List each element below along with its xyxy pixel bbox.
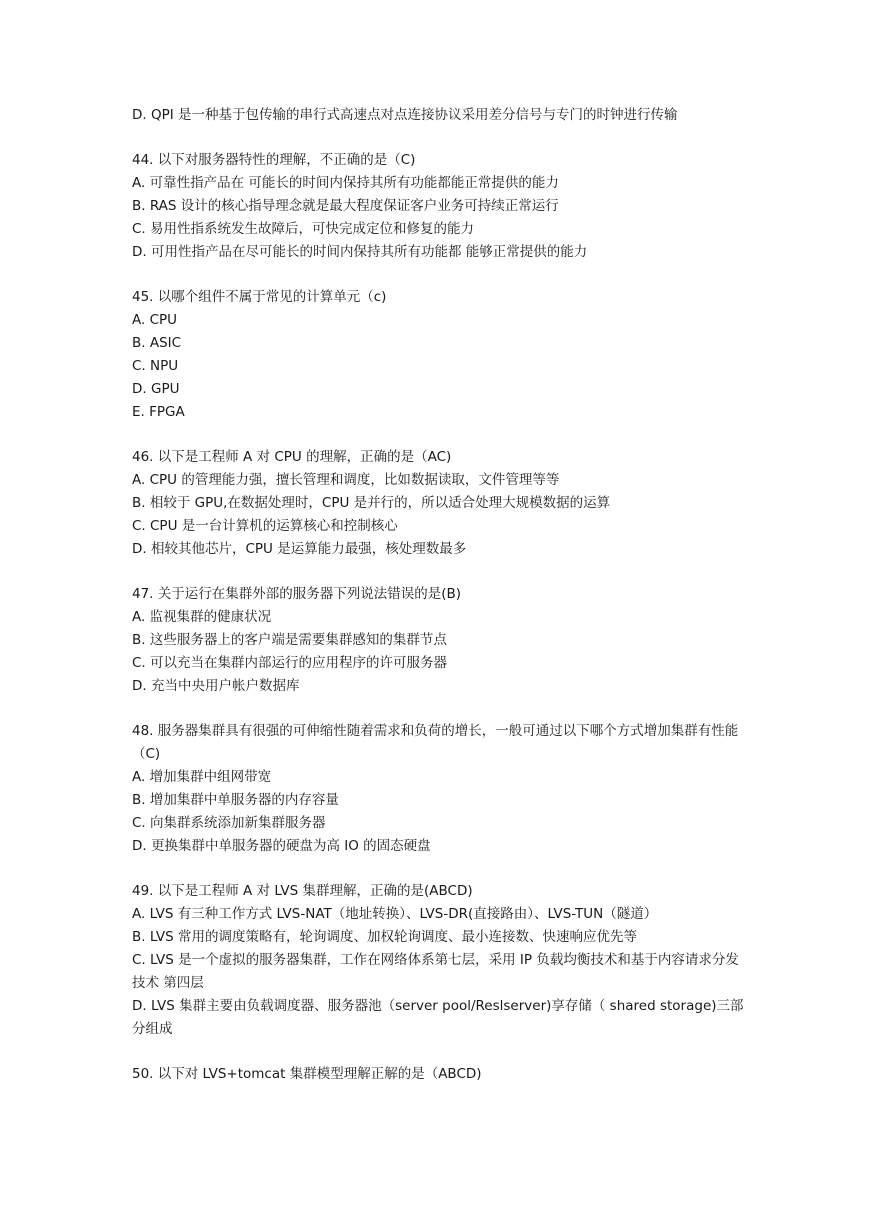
option-c: C. 可以充当在集群内部运行的应用程序的许可服务器: [132, 655, 448, 671]
option-b: B. LVS 常用的调度策略有，轮询调度、加权轮询调度、最小连接数、快速响应优先等: [132, 929, 637, 945]
question-title: 50. 以下对 LVS+tomcat 集群模型理解正解的是（ABCD): [132, 1066, 482, 1082]
question-title: 47. 关于运行在集群外部的服务器下列说法错误的是(B): [132, 586, 462, 602]
option-d: D. 相较其他芯片，CPU 是运算能力最强，核处理数最多: [132, 541, 467, 557]
option-b: B. RAS 设计的核心指导理念就是最大程度保证客户业务可持续正常运行: [132, 198, 559, 214]
question-49: [132, 880, 742, 1041]
document-page: [132, 104, 742, 1086]
question-47: [132, 583, 742, 698]
option-b: B. ASIC: [132, 335, 182, 351]
option-a: A. 监视集群的健康状况: [132, 609, 272, 625]
option-b: B. 这些服务器上的客户端是需要集群感知的集群节点: [132, 632, 447, 648]
question-title: 49. 以下是工程师 A 对 LVS 集群理解，正确的是(ABCD): [132, 883, 473, 899]
option-a: A. LVS 有三种工作方式 LVS-NAT（地址转换）、LVS-DR(直接路由）、LVS-TUN（隧道）: [132, 906, 658, 922]
option-d: D. 充当中央用户帐户数据库: [132, 678, 300, 694]
option-d: D. LVS 集群主要由负载调度器、服务器池（server pool/Reslserver)享存储（ shared storage)三部分组成: [132, 998, 744, 1037]
question-title: 48. 服务器集群具有很强的可伸缩性随着需求和负荷的增长，一般可通过以下哪个方式增加集群有性能（C): [132, 723, 739, 762]
option-a: A. 增加集群中组网带宽: [132, 769, 272, 785]
option-a: A. CPU: [132, 312, 178, 328]
option-d: D. 更换集群中单服务器的硬盘为高 IO 的固态硬盘: [132, 838, 431, 854]
option-c: C. LVS 是一个虚拟的服务器集群，工作在网络体系第七层，采用 IP 负载均衡技术和基于内容请求分发技术 第四层: [132, 952, 739, 991]
question-title: 44. 以下对服务器特性的理解，不正确的是（C): [132, 152, 416, 168]
option-d: D. GPU: [132, 381, 180, 397]
question-48: [132, 720, 742, 858]
question-46: [132, 446, 742, 561]
option-d: D. 可用性指产品在尽可能长的时间内保持其所有功能都 能够正常提供的能力: [132, 244, 588, 260]
question-43-tail: [132, 104, 742, 127]
option-e: E. FPGA: [132, 404, 185, 420]
question-45: [132, 286, 742, 424]
option-b: B. 相较于 GPU,在数据处理时，CPU 是并行的，所以适合处理大规模数据的运算: [132, 495, 611, 511]
option-b: B. 增加集群中单服务器的内存容量: [132, 792, 339, 808]
option-a: A. CPU 的管理能力强，擅长管理和调度，比如数据读取，文件管理等等: [132, 472, 560, 488]
option-c: C. 向集群系统添加新集群服务器: [132, 815, 326, 831]
option-a: A. 可靠性指产品在 可能长的时间内保持其所有功能都能正常提供的能力: [132, 175, 559, 191]
option-c: C. NPU: [132, 358, 179, 374]
option-c: C. 易用性指系统发生故障后，可快完成定位和修复的能力: [132, 221, 475, 237]
question-title: 46. 以下是工程师 A 对 CPU 的理解，正确的是（AC): [132, 449, 452, 465]
question-50: [132, 1063, 742, 1086]
question-title: 45. 以哪个组件不属于常见的计算单元（c): [132, 289, 387, 305]
option-d: D. QPI 是一种基于包传输的串行式高速点对点连接协议采用差分信号与专门的时钟进行传输: [132, 107, 678, 123]
option-c: C. CPU 是一台计算机的运算核心和控制核心: [132, 518, 398, 534]
question-44: [132, 149, 742, 264]
